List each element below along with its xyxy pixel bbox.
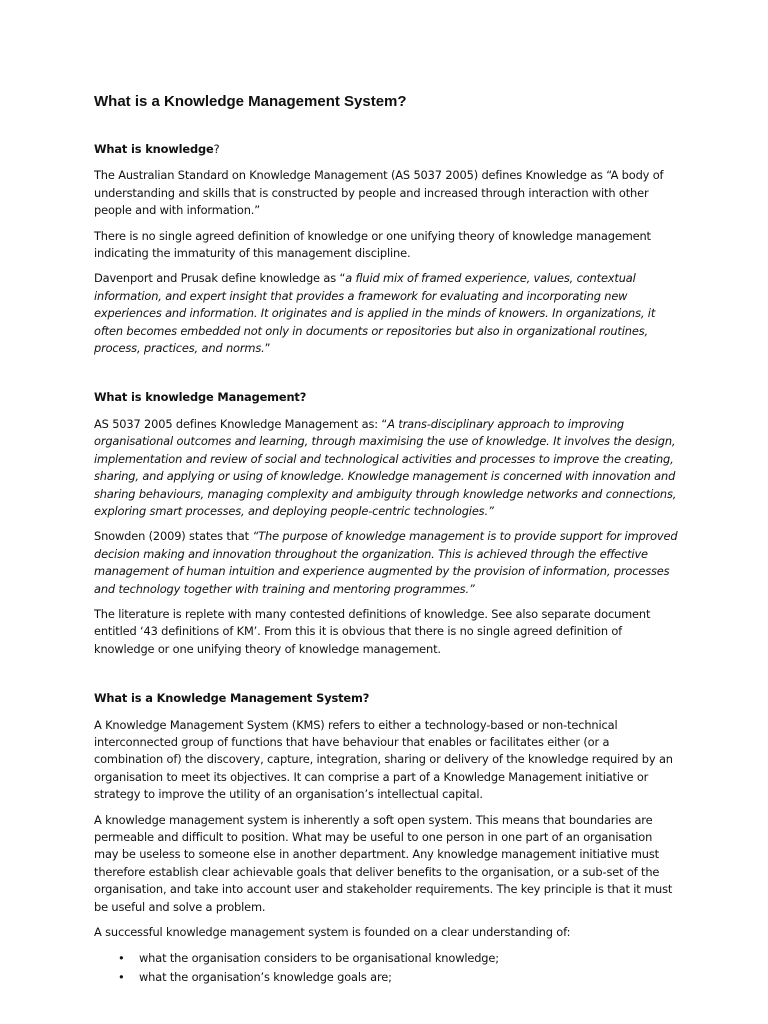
page-title: What is a Knowledge Management System? bbox=[94, 93, 407, 110]
paragraph: A successful knowledge management system is founded on a clear understanding of: bbox=[94, 925, 571, 940]
section-heading-kms: What is a Knowledge Management System? bbox=[94, 691, 370, 706]
paragraph-with-quote bbox=[94, 270, 679, 357]
paragraph: A knowledge management system is inherently a soft open system. This means that boundaries are permeable and difficult to position. What may be useful to one person in one part of an organisation may be useless to someone else in another department. Any knowledge management initiative must therefore establish clear achievable goals that deliver benefits to the organisation, or a sub-set of the organisation, and take into account user and stakeholder requirements. The key principle is that it must be useful and solve a problem. bbox=[94, 812, 673, 914]
section-heading-knowledge bbox=[94, 141, 679, 158]
bullet-icon: • bbox=[118, 951, 125, 966]
section-spacer bbox=[94, 365, 679, 389]
list-item bbox=[94, 968, 679, 987]
quote-text: a fluid mix of framed experience, values, contextual information, and expert insight that provides a framework for evaluating and incorporating new experiences and information. It originates and is applied in the minds of knowers. In organizations, it often becomes embedded not only in documents or repositories but also in organizational routines, process, practices, and norms. bbox=[94, 271, 656, 356]
document-body bbox=[94, 141, 679, 987]
heading-tail: ? bbox=[213, 142, 220, 156]
paragraph-lead: Snowden (2009) states that bbox=[94, 529, 253, 544]
paragraph-with-quote bbox=[94, 416, 679, 520]
paragraph: The literature is replete with many contested definitions of knowledge. See also separate document entitled ‘43 definitions of KM’. From this it is obvious that there is no single agreed definition of knowledge or one unifying theory of knowledge management. bbox=[94, 606, 651, 656]
quote-text: A trans-disciplinary approach to improving organisational outcomes and learning, through maximising the use of knowledge. It involves the design, implementation and review of social and technological activities and processes to improve the creating, sharing, and applying or using of knowledge. Knowledge management is concerned with innovation and sharing behaviours, managing complexity and ambiguity through knowledge networks and connections, exploring smart processes, and deploying people-centric technologies.” bbox=[94, 416, 677, 518]
paragraph-lead: Davenport and Prusak define knowledge as “ bbox=[94, 271, 346, 286]
list-item-text: what the organisation considers to be organisational knowledge; bbox=[139, 951, 499, 966]
bullet-list bbox=[94, 949, 679, 987]
section-spacer bbox=[94, 666, 679, 690]
list-item bbox=[94, 949, 679, 968]
bullet-icon: • bbox=[118, 970, 125, 985]
quote-text: “The purpose of knowledge management is to provide support for improved decision making and innovation throughout the organization. This is achieved through the effective management of human intuition and experience augmented by the provision of information, processes and technology together with training and mentoring programmes.” bbox=[94, 529, 678, 596]
heading-text: What is knowledge bbox=[94, 142, 214, 156]
paragraph: The Australian Standard on Knowledge Management (AS 5037 2005) defines Knowledge as “A body of understanding and skills that is constructed by people and increased through interaction with other people and with information.” bbox=[94, 168, 664, 218]
paragraph-with-quote bbox=[94, 528, 679, 598]
list-item-text: what the organisation’s knowledge goals are; bbox=[139, 970, 392, 985]
paragraph: A Knowledge Management System (KMS) refers to either a technology-based or non-technical interconnected group of functions that have behaviour that enables or facilitates either (or a combination of) the discovery, capture, integration, sharing or delivery of the knowledge required by an organisation to meet its objectives. It can comprise a part of a Knowledge Management initiative or strategy to improve the utility of an organisation’s intellectual capital. bbox=[94, 717, 673, 802]
section-heading-knowledge-management: What is knowledge Management? bbox=[94, 390, 307, 405]
quote-close: ” bbox=[264, 341, 271, 356]
paragraph: There is no single agreed definition of knowledge or one unifying theory of knowledge management indicating the immaturity of this management discipline. bbox=[94, 228, 651, 261]
paragraph-lead: AS 5037 2005 defines Knowledge Management as: “ bbox=[94, 416, 388, 431]
